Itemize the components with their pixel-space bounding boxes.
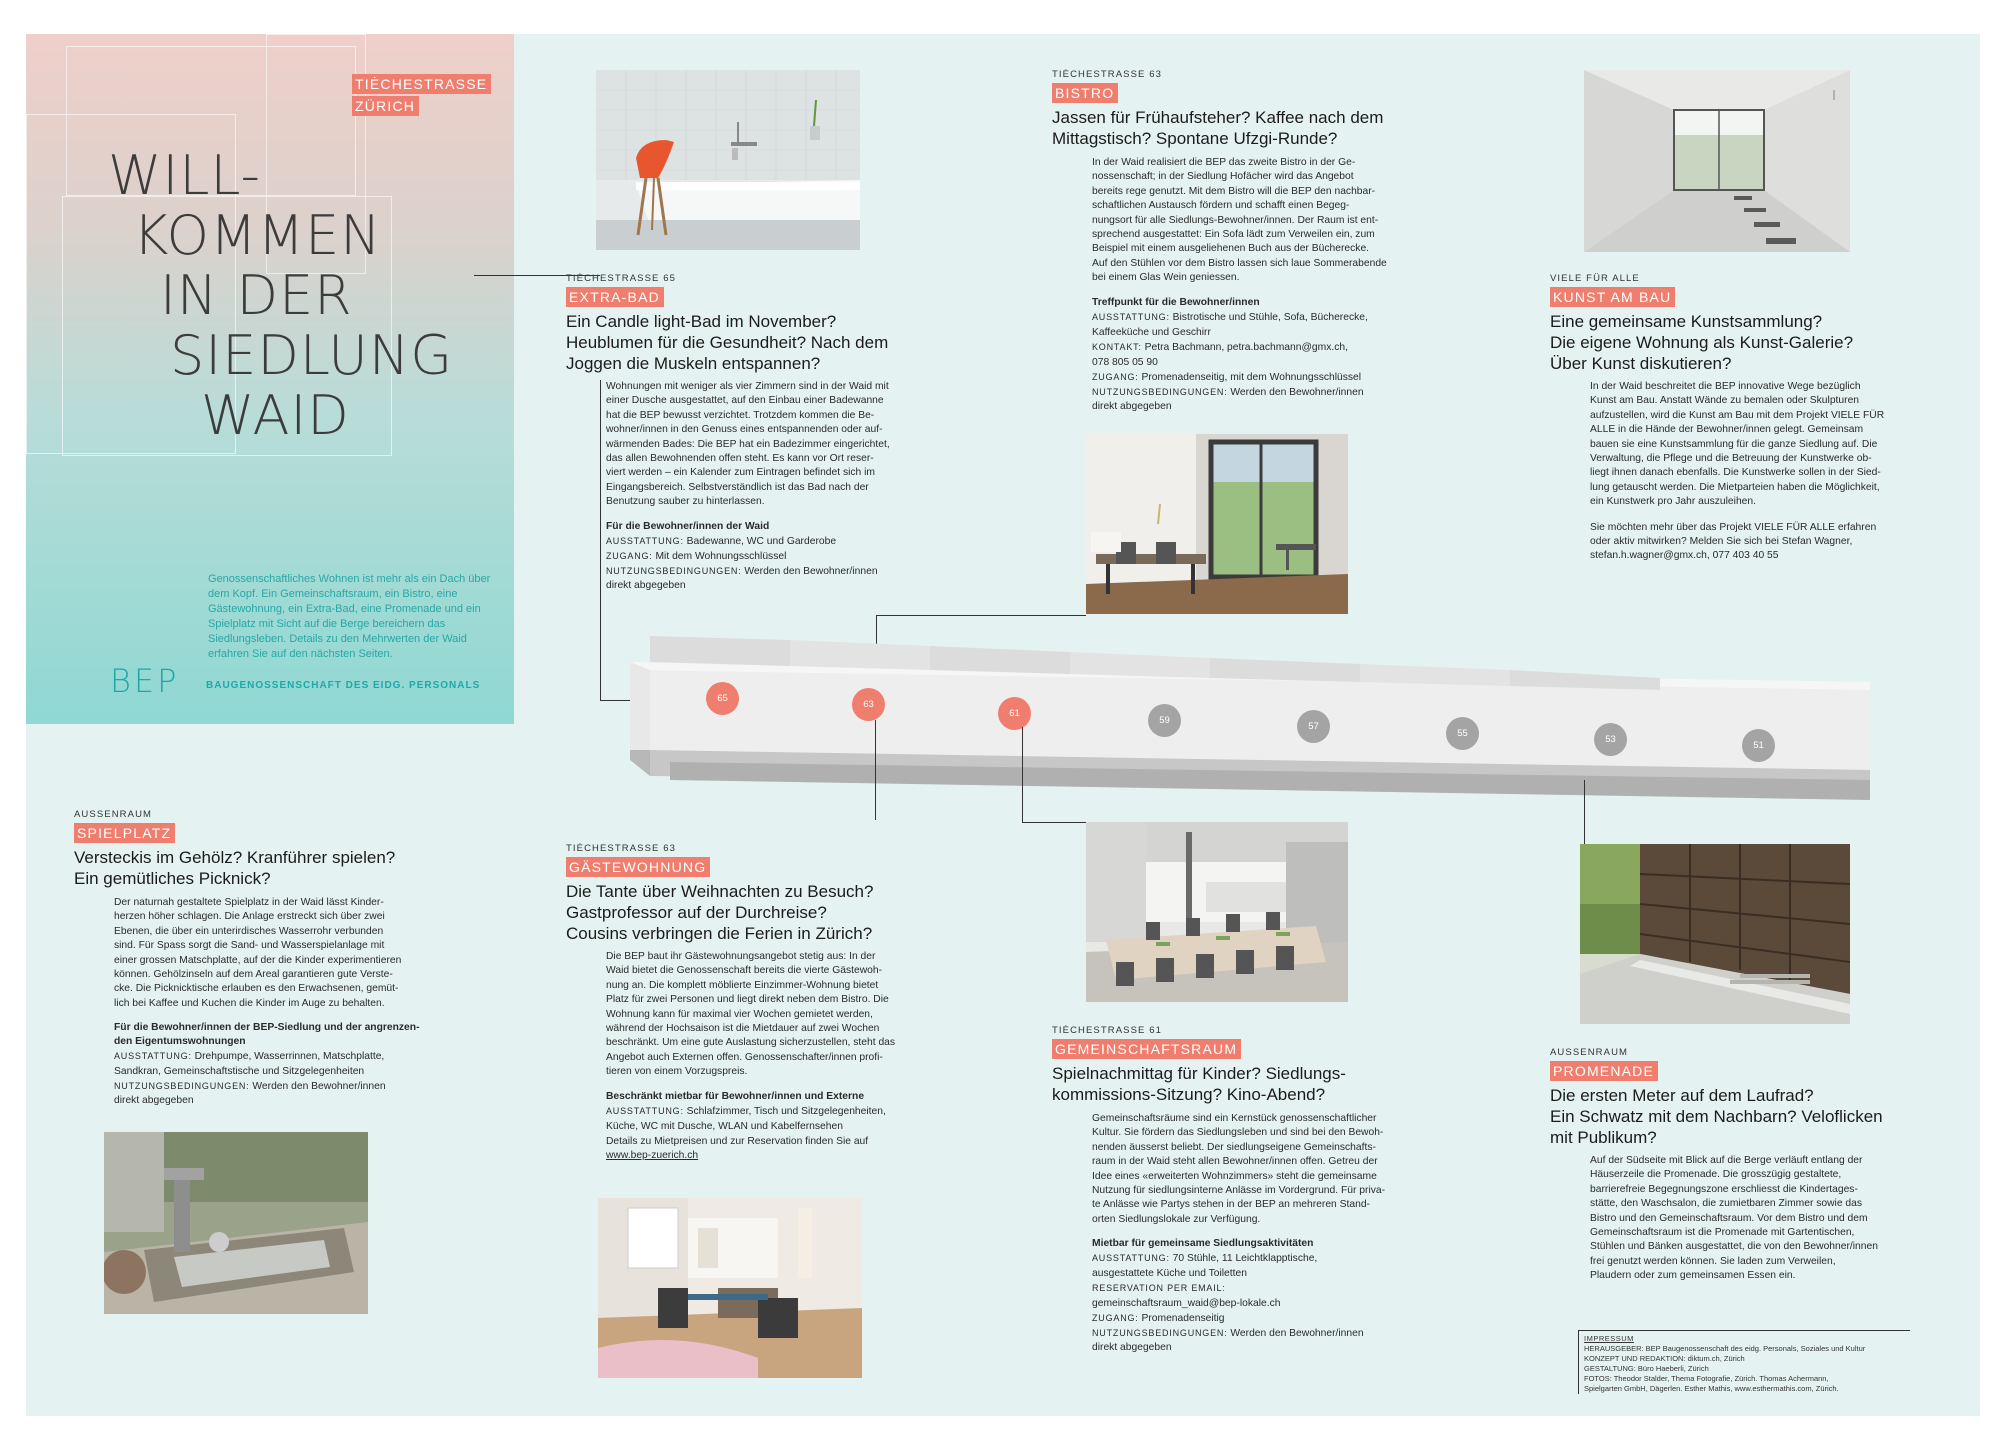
bep-logo: BEP <box>110 662 180 700</box>
info-line: ZUGANG: Promenadenseitig, mit dem Wohnungsschlüssel <box>1092 371 1362 383</box>
info-title: Für die Bewohner/innen der BEP-Siedlung und der angrenzen- den Eigentumswohnungen <box>114 1022 420 1048</box>
section-bistro-body: In der Waid realisiert die BEP das zweite Bistro in der Ge- nossenschaft; in der Siedlung Hofächer wird das Angebot bereits rege genutzt. Mit dem Bistro will die BEP den nachbar- schaftlichen Austausch fördern und schafft einen Begeg- nungsort für alle Siedlungs-Bewohner/innen. Der Raum ist ent- sprechend ausgestattet: Ein Sofa lädt zum Verweilen ein, zum Beispiel mit einem ausgeliehenen Buch aus der Bücherecke. Auf den Stühlen vor dem Bistro lassen sich laue Sommerabende bei einem Glas Wein geniessen. Treffpunkt für die Bewohner/innen AUSSTATTUNG: Bistrotische und Stühle, Sofa, Bücherecke, Kaffeeküche und Geschirr KONTAKT: Petra Bachmann, petra.bachmann@gmx.ch, 078 805 05 90 ZUGANG: Promenadenseitig, mit dem Wohnungsschlüssel NUTZUNGSBEDINGUNGEN: Werden den Bewohner/innen direkt abgegeben <box>1092 156 1422 414</box>
info-line: direkt abgegeben <box>1092 1342 1172 1354</box>
organization-name: BAUGENOSSENSCHAFT DES EIDG. PERSONALS <box>206 680 481 691</box>
section-gemeinschaftsraum <box>1052 1024 1432 1105</box>
impressum-title: IMPRESSUM <box>1584 1334 1634 1343</box>
bathroom-image <box>596 70 860 250</box>
house-number-badge: 55 <box>1446 717 1479 750</box>
info-line: NUTZUNGSBEDINGUNGEN: Werden den Bewohner/innen <box>114 1081 386 1093</box>
hero-title-line: IN DER <box>160 264 353 327</box>
info-line: ZUGANG: Mit dem Wohnungsschlüssel <box>606 550 787 562</box>
section-tag: GÄSTEWOHNUNG <box>566 857 710 877</box>
house-number-badge: 57 <box>1297 710 1330 743</box>
hero-tag-city: ZÜRICH <box>352 96 419 116</box>
house-number-badge: 53 <box>1594 723 1627 756</box>
guest-apartment-image <box>598 1198 862 1378</box>
info-line: RESERVATION PER EMAIL: <box>1092 1283 1226 1294</box>
section-tag: PROMENADE <box>1550 1061 1658 1081</box>
house-number-badge: 61 <box>998 697 1031 730</box>
leader-line <box>1022 727 1023 822</box>
impressum-line: Spielgarten GmbH, Dägerlen. Esther Mathis, www.esthermathis.com, Zürich. <box>1584 1384 1839 1393</box>
section-promenade-body: Auf der Südseite mit Blick auf die Berge verläuft entlang der Häuserzeile die Promenade. Die grosszügig gestaltete, barrierefreie Begegnungszone erschliesst die Kindertages- stätte, den Waschsalon, die zumietbaren Zimmer sowie das Bistro und den Gemeinschaftsraum. Vor dem Bistro und dem Gemeinschaftsraum ist die Promenade mit Gartentischen, Stühlen und Bänken ausgestattet, die von den Bewohner/innen frei genutzt werden können. Sie laden zum Verweilen, Plaudern oder zum gemeinsamen Essen ein. <box>1590 1155 1878 1282</box>
section-headline: Eine gemeinsame Kunstsammlung? Die eigene Wohnung als Kunst-Galerie? Über Kunst diskutieren? <box>1550 312 1854 373</box>
info-line: ausgestattete Küche und Toiletten <box>1092 1268 1247 1280</box>
hero-title-line: WILL- <box>108 144 262 207</box>
bep-website-link[interactable]: www.bep-zuerich.ch <box>606 1149 699 1161</box>
photo-bistro <box>1086 434 1348 614</box>
info-line: AUSSTATTUNG: 70 Stühle, 11 Leichtklapptische, <box>1092 1253 1318 1265</box>
section-kicker: TIĖCHESTRASSE 65 <box>566 273 676 284</box>
info-line: gemeinschaftsraum_waid@bep-lokale.ch <box>1092 1298 1281 1310</box>
info-line: direkt abgegeben <box>114 1095 194 1107</box>
hero-panel <box>26 34 514 724</box>
info-title: Treffpunkt für die Bewohner/innen <box>1092 296 1260 308</box>
hero-location-tags <box>352 72 491 116</box>
photo-bathroom <box>596 70 860 250</box>
playground-image <box>104 1132 368 1314</box>
info-line: AUSSTATTUNG: Schlafzimmer, Tisch und Sitzgelegenheiten, <box>606 1105 886 1117</box>
impressum-line: HERAUSGEBER: BEP Baugenossenschaft des eidg. Personals, Soziales und Kultur <box>1584 1344 1866 1353</box>
leader-line <box>1022 822 1086 823</box>
section-gaeste-body: Die BEP baut ihr Gästewohnungsangebot stetig aus: In der Waid bietet die Genossenschaft bereits die vierte Gästewoh- nung an. Die komplett möblierte Einzimmer-Wohnung bietet Platz für zwei Personen und liegt direkt neben dem Bistro. Die Wohnung kann für maximal vier Wochen gemietet werden, während der Hochsaison ist die Mietdauer auf zwei Wochen beschränkt. Um eine gute Auslastung sicherzustellen, steht das Angebot auch Externen offen. Genossenschafter/innen profi- tieren von einem Vorzugspreis. Beschränkt mietbar für Bewohner/innen und Externe AUSSTATTUNG: Schlafzimmer, Tisch und Sitzgelegenheiten, Küche, WC mit Dusche, WLAN und Kabelfernsehen Details zu Mietpreisen und zur Reservation finden Sie auf www.bep-zuerich.ch <box>606 950 936 1163</box>
empty-room-image <box>1584 70 1850 252</box>
info-line: 078 805 05 90 <box>1092 356 1158 368</box>
info-line: AUSSTATTUNG: Bistrotische und Stühle, Sofa, Bücherecke, <box>1092 311 1368 323</box>
section-headline: Spielnachmittag für Kinder? Siedlungs- kommissions-Sitzung? Kino-Abend? <box>1052 1064 1346 1104</box>
info-line: Sandkran, Gemeinschaftstische und Sitzgelegenheiten <box>114 1066 365 1078</box>
section-kicker: TIĖCHESTRASSE 61 <box>1052 1025 1162 1036</box>
info-line: AUSSTATTUNG: Drehpumpe, Wasserrinnen, Matschplatte, <box>114 1051 385 1063</box>
photo-gemeinschaftsraum <box>1086 822 1348 1002</box>
section-headline: Ein Candle light-Bad im November? Heublumen für die Gesundheit? Nach dem Joggen die Muskeln entspannen? <box>566 312 889 373</box>
hero-title-line: SIEDLUNG <box>170 324 454 387</box>
house-number-badge: 65 <box>706 682 739 715</box>
community-room-image <box>1086 822 1348 1002</box>
section-headline: Versteckis im Gehölz? Kranführer spielen? Ein gemütliches Picknick? <box>74 848 396 888</box>
section-kunst-am-bau <box>1550 272 1930 374</box>
hero-title-line: WAID <box>201 384 350 447</box>
photo-kunst-am-bau <box>1584 70 1850 252</box>
info-line: NUTZUNGSBEDINGUNGEN: Werden den Bewohner/innen <box>606 565 878 577</box>
section-kicker: VIELE FÜR ALLE <box>1550 273 1640 284</box>
photo-promenade <box>1580 844 1850 1024</box>
info-line: ZUGANG: Promenadenseitig <box>1092 1313 1225 1325</box>
section-promenade <box>1550 1046 1930 1148</box>
promenade-image <box>1580 844 1850 1024</box>
info-line: KONTAKT: Petra Bachmann, petra.bachmann@gmx.ch, <box>1092 341 1348 353</box>
section-extra-bad-body: Wohnungen mit weniger als vier Zimmern sind in der Waid mit einer Dusche ausgestattet, auf den Einbau einer Badewanne hat die BEP bewusst verzichtet. Trotzdem kommen die Be- wohner/innen in den Genuss eines entspannenden oder auf- wärmenden Bades: Die BEP hat ein Badezimmer eingerichtet, das allen Bewohnenden offen steht. Es kann vor Ort reser- viert werden – ein Kalender zum Eintragen befindet sich im Eingangsbereich. Selbstverständlich ist das Bad nach der Benutzung sauber zu hinterlassen. Für die Bewohner/innen der Waid AUSSTATTUNG: Badewanne, WC und Garderobe ZUGANG: Mit dem Wohnungsschlüssel NUTZUNGSBEDINGUNGEN: Werden den Bewohner/innen direkt abgegeben <box>606 380 926 593</box>
impressum <box>1578 1330 1910 1394</box>
info-line: NUTZUNGSBEDINGUNGEN: Werden den Bewohner/innen <box>1092 386 1364 398</box>
section-tag: KUNST AM BAU <box>1550 287 1675 307</box>
hero-title-line: KOMMEN <box>133 204 382 267</box>
section-kicker: TIĖCHESTRASSE 63 <box>1052 69 1162 80</box>
section-kicker: AUSSENRAUM <box>1550 1047 1629 1058</box>
hero-intro: Genossenschaftliches Wohnen ist mehr als ein Dach über dem Kopf. Ein Gemeinschaftsraum, ein Bistro, eine Gästewohnung, ein Extra-Bad, eine Promenade und ein Spielplatz mit Sicht auf die Berge bereichern das Siedlungsleben. Details zu den Mehrwerten der Waid erfahren Sie auf den nächsten Seiten. <box>208 573 491 660</box>
info-line: AUSSTATTUNG: Badewanne, WC und Garderobe <box>606 535 837 547</box>
section-gaestewohnung <box>566 842 946 944</box>
section-headline: Jassen für Frühaufsteher? Kaffee nach dem Mittagstisch? Spontane Ufzgi-Runde? <box>1052 108 1384 148</box>
hero-title <box>108 146 453 446</box>
section-bistro <box>1052 68 1432 149</box>
info-line: direkt abgegeben <box>606 579 686 591</box>
info-title: Für die Bewohner/innen der Waid <box>606 520 770 532</box>
section-kicker: TIĖCHESTRASSE 63 <box>566 843 676 854</box>
impressum-line: FOTOS: Theodor Stalder, Thema Fotografie, Zürich. Thomas Achermann, <box>1584 1374 1829 1383</box>
section-gemeinschaft-body: Gemeinschaftsräume sind ein Kernstück genossenschaftlicher Kultur. Sie fördern das Siedlungsleben und sind bei den Bewoh- nenden äusserst beliebt. Der siedlungseigene Gemeinschafts- raum in der Waid steht allen Bewohner/innen offen. Getreu der Idee eines «erweiterten Wohnzimmers» steht die gemeinsame Nutzung für siedlungsinterne Anlässe im Vordergrund. Für priva- te Anlässe wie Partys stehen in der BEP an mehreren Stand- orten Siedlungslokale zur Verfügung. Mietbar für gemeinsame Siedlungsaktivitäten AUSSTATTUNG: 70 Stühle, 11 Leichtklapptische, ausgestattete Küche und Toiletten RESERVATION PER EMAIL: gemeinschaftsraum_waid@bep-lokale.ch ZUGANG: Promenadenseitig NUTZUNGSBEDINGUNGEN: Werden den Bewohner/innen direkt abgegeben <box>1092 1112 1422 1355</box>
house-number-badge: 63 <box>852 688 885 721</box>
bistro-image <box>1086 434 1348 614</box>
info-line: Kaffeeküche und Geschirr <box>1092 326 1211 338</box>
section-kicker: AUSSENRAUM <box>74 809 153 820</box>
leader-line <box>876 615 1086 616</box>
leader-line <box>600 380 601 700</box>
info-line: direkt abgegeben <box>1092 400 1172 412</box>
info-title: Beschränkt mietbar für Bewohner/innen und Externe <box>606 1090 865 1102</box>
impressum-line: KONZEPT UND REDAKTION: diktum.ch, Zürich <box>1584 1354 1745 1363</box>
section-tag: BISTRO <box>1052 83 1118 103</box>
photo-spielplatz <box>104 1132 368 1314</box>
info-line: Details zu Mietpreisen und zur Reservation finden Sie auf <box>606 1135 869 1147</box>
section-headline: Die ersten Meter auf dem Laufrad? Ein Schwatz mit dem Nachbarn? Veloflicken mit Publikum? <box>1550 1086 1883 1147</box>
leader-line <box>1584 780 1585 850</box>
section-tag: EXTRA-BAD <box>566 287 664 307</box>
info-title: Mietbar für gemeinsame Siedlungsaktivitäten <box>1092 1238 1314 1250</box>
section-tag: SPIELPLATZ <box>74 823 175 843</box>
impressum-line: GESTALTUNG: Büro Haeberli, Zürich <box>1584 1364 1709 1373</box>
photo-gaestewohnung <box>598 1198 862 1378</box>
info-line: NUTZUNGSBEDINGUNGEN: Werden den Bewohner/innen <box>1092 1328 1364 1340</box>
info-line: Küche, WC mit Dusche, WLAN und Kabelfernsehen <box>606 1120 843 1132</box>
building-diagram <box>630 630 1870 800</box>
section-kunst-body: In der Waid beschreitet die BEP innovative Wege bezüglich Kunst am Bau. Anstatt Wände zu bemalen oder Skulpturen aufzustellen, wird die Kunst am Bau mit dem Projekt VIELE FÜR ALLE in die Hände der Bewohner/innen gelegt. Gemeinsam bauen sie eine Kunstsammlung für die ganze Siedlung auf. Die Verwaltung, die Pflege und die Betreuung der Kunstwerke ob- liegt ihnen danach ebenfalls. Die Kunstwerke sollen in der Sied- lung getauscht werden. Die Mietparteien haben die Möglichkeit, ein Kunstwerk pro Jahr auszuleihen. Sie möchten mehr über das Projekt VIELE FÜR ALLE erfahren oder aktiv mitwirken? Melden Sie sich bei Stefan Wagner, stefan.h.wagner@gmx.ch, 077 403 40 55 <box>1590 381 1885 562</box>
section-extra-bad <box>566 272 946 374</box>
section-headline: Die Tante über Weihnachten zu Besuch? Gastprofessor auf der Durchreise? Cousins verbringen die Ferien in Zürich? <box>566 882 874 943</box>
leader-line <box>875 720 876 820</box>
section-spielplatz <box>74 808 474 889</box>
section-tag: GEMEINSCHAFTSRAUM <box>1052 1039 1241 1059</box>
house-number-badge: 59 <box>1148 704 1181 737</box>
section-spielplatz-body: Der naturnah gestaltete Spielplatz in der Waid lässt Kinder- herzen höher schlagen. Die Anlage erstreckt sich über zwei Ebenen, die über ein unterirdisches Wasserrohr verbunden sind. Für Spass sorgt die Sand- und Wasserspielanlage mit einer grossen Matschplatte, auf der die Kinder experimentieren können. Gehölzinseln auf dem Areal garantieren gute Verste- cke. Die Picknicktische erlauben es den Erwachsenen, gemüt- lich bei Kaffee und Kuchen die Kinder im Auge zu behalten. Für die Bewohner/innen der BEP-Siedlung und der angrenzen- den Eigentumswohnungen AUSSTATTUNG: Drehpumpe, Wasserrinnen, Matschplatte, Sandkran, Gemeinschaftstische und Sitzgelegenheiten NUTZUNGSBEDINGUNGEN: Werden den Bewohner/innen direkt abgegeben <box>114 896 454 1108</box>
hero-tag-street: TIĖCHESTRASSE <box>352 74 491 94</box>
house-number-badge: 51 <box>1742 729 1775 762</box>
